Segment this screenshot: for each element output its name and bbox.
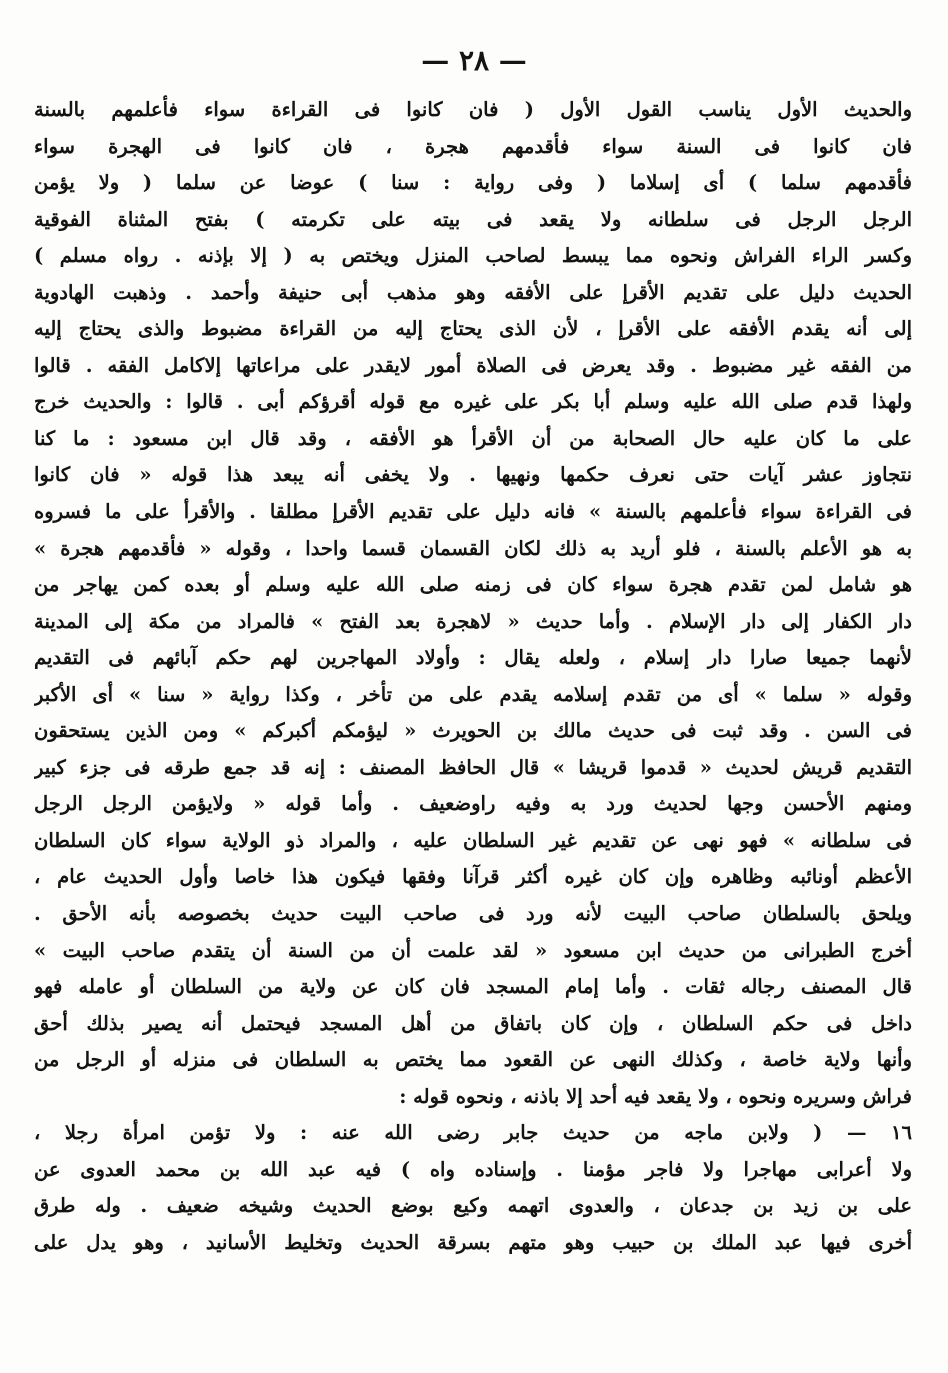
text-line: هو شامل لمن تقدم هجرة سواء كان فى زمنه صلى الله عليه وسلم أو بعده كمن يهاجر من bbox=[34, 573, 912, 597]
text-line: وكسر الراء الفراش ونحوه مما يبسط لصاحب المنزل ويختص به ( إلا بإذنه . رواه مسلم ) bbox=[34, 244, 912, 268]
text-line: به هو الأعلم بالسنة ، فلو أريد به ذلك لكان القسمان قسما واحدا ، وقوله « فأقدمهم هجرة » bbox=[34, 536, 912, 560]
text-line: فان كانوا فى السنة سواء فأقدمهم هجرة ، فان كانوا فى الهجرة سواء bbox=[34, 134, 912, 158]
text-line: الحديث دليل على تقديم الأقرإ على الأفقه وهو مذهب أبى حنيفة وأحمد . وذهبت الهادوية bbox=[34, 280, 912, 304]
text-line: على بن زيد بن جدعان ، والعدوى اتهمه وكيع بوضع الحديث وشيخه ضعيف . وله طرق bbox=[34, 1194, 912, 1218]
text-line: وقوله « سلما » أى من تقدم إسلامه يقدم على من تأخر ، وكذا رواية « سنا » أى الأكبر bbox=[34, 682, 912, 706]
text-line: أخرى فيها عبد الملك بن حبيب وهو متهم بسرقة الحديث وتخليط الأسانيد ، وهو يدل على bbox=[34, 1230, 912, 1254]
text-line: من الفقه غير مضبوط . وقد يعرض فى الصلاة أمور لايقدر على مراعاتها إلاكامل الفقه . قالوا bbox=[34, 353, 912, 377]
body-text bbox=[34, 92, 912, 1262]
text-line: فأقدمهم سلما ) أى إسلاما ( وفى رواية : سنا ) عوضا عن سلما ( ولا يؤمن bbox=[34, 171, 912, 195]
text-line: وأنها ولاية خاصة ، وكذلك النهى عن القعود مما يختص به السلطان فى منزله أو الرجل من bbox=[34, 1048, 912, 1072]
text-line: قال المصنف رجاله ثقات . وأما إمام المسجد فان كان عن ولاية من السلطان أو عامله فهو bbox=[34, 975, 912, 999]
text-line: والحديث الأول يناسب القول الأول ( فان كانوا فى القراءة سواء فأعلمهم بالسنة bbox=[34, 98, 912, 121]
text-line: التقديم قريش لحديث « قدموا قريشا » قال الحافظ المصنف : إنه قد جمع طرقه فى جزء كبير bbox=[34, 755, 912, 779]
text-line: ويلحق بالسلطان صاحب البيت لأنه ورد فى صاحب البيت حديث بخصوصه بأنه الأحق . bbox=[34, 902, 912, 926]
text-line: داخل فى حكم السلطان ، وإن كان باتفاق من أهل المسجد فيحتمل أنه يصير بذلك أحق bbox=[34, 1011, 912, 1035]
text-line: الرجل الرجل فى سلطانه ولا يقعد فى بيته على تكرمته ) بفتح المثناة الفوقية bbox=[34, 207, 912, 231]
text-line: إلى أنه يقدم الأفقه على الأقرإ ، لأن الذى يحتاج إليه من القراءة مضبوط والذى يحتاج إليه bbox=[34, 317, 912, 341]
text-line: ومنهم الأحسن وجها لحديث ورد به وفيه راوضعيف . وأما قوله « ولايؤمن الرجل الرجل bbox=[34, 792, 912, 816]
text-line: الأعظم أونائبه وظاهره وإن كان غيره أكثر قرآنا وفقها فيكون هذا خاصا وأول الحديث عام ، bbox=[34, 865, 912, 889]
text-line: فراش وسريره ونحوه ، ولا يقعد فيه أحد إلا باذنه ، ونحوه قوله : bbox=[399, 1084, 912, 1108]
text-line: فى القراءة سواء فأعلمهم بالسنة » فانه دليل على تقديم الأقرإ مطلقا . والأقرأ على ما فسروه bbox=[34, 500, 912, 524]
text-line: نتجاوز عشر آيات حتى نعرف حكمها ونهيها . ولا يخفى أنه يبعد هذا قوله « فان كانوا bbox=[34, 463, 912, 487]
text-line: فى سلطانه » فهو نهى عن تقديم غير السلطان عليه ، والمراد ذو الولاية سواء كان السلطان bbox=[34, 828, 912, 852]
text-line: فى السن . وقد ثبت فى حديث مالك بن الحويرث « ليؤمكم أكبركم » ومن الذين يستحقون bbox=[34, 719, 912, 743]
page-number: — ٢٨ — bbox=[421, 44, 527, 77]
text-line: ولا أعرابى مهاجرا ولا فاجر مؤمنا . وإسناده واه ) فيه عبد الله بن محمد العدوى عن bbox=[34, 1157, 912, 1181]
text-line: ولهذا قدم صلى الله عليه وسلم أبا بكر على غيره مع قوله أقرؤكم أبى . قالوا : والحديث خرج bbox=[34, 390, 912, 414]
text-line: أخرج الطبرانى من حديث ابن مسعود « لقد علمت أن من السنة أن يتقدم صاحب البيت » bbox=[34, 938, 912, 962]
text-line: لأنهما جميعا صارا دار إسلام ، ولعله يقال : وأولاد المهاجرين لهم حكم آبائهم فى التقديم bbox=[34, 646, 912, 670]
text-line: على ما كان عليه حال الصحابة من أن الأقرأ هو الأفقه ، وقد قال ابن مسعود : ما كنا bbox=[34, 426, 912, 450]
text-line: دار الكفار إلى دار الإسلام . وأما حديث « لاهجرة بعد الفتح » فالمراد من مكة إلى المدينة bbox=[34, 609, 912, 633]
text-line: ١٦ — ( ولابن ماجه من حديث جابر رضى الله عنه : ولا تؤمن امرأة رجلا ، bbox=[34, 1121, 912, 1145]
